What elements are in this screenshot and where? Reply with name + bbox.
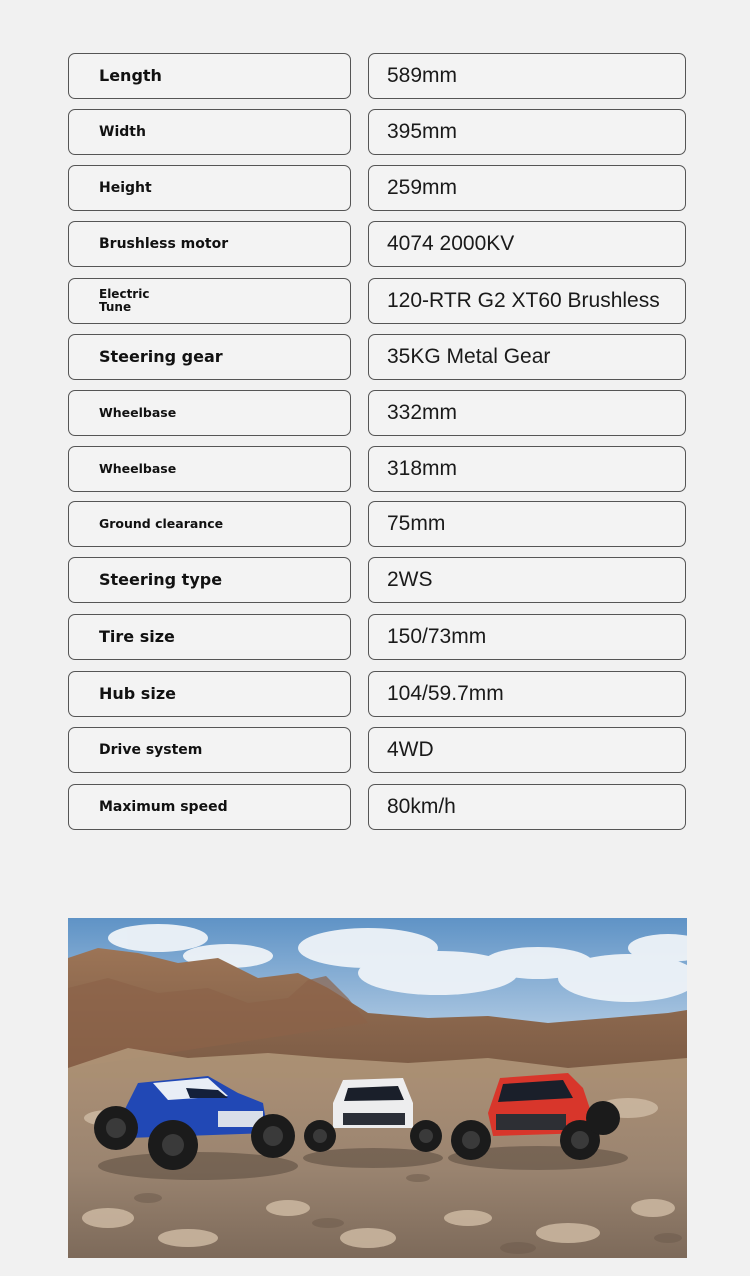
- spec-row-height: [0, 165, 750, 211]
- spec-label: Maximum speed: [68, 784, 351, 830]
- spec-label: Tire size: [68, 614, 351, 660]
- spec-value: 259mm: [368, 165, 686, 211]
- spec-value: 120-RTR G2 XT60 Brushless: [368, 278, 686, 324]
- product-photo: [68, 918, 687, 1258]
- spec-label: Height: [68, 165, 351, 211]
- spec-value: 75mm: [368, 501, 686, 547]
- spec-value: 589mm: [368, 53, 686, 99]
- spec-label: Length: [68, 53, 351, 99]
- spec-row-electric-tune: [0, 278, 750, 324]
- spec-row-drive-system: [0, 727, 750, 773]
- spec-value: 80km/h: [368, 784, 686, 830]
- spec-label: Width: [68, 109, 351, 155]
- spec-label: Wheelbase: [68, 446, 351, 492]
- spec-row-ground-clearance: [0, 501, 750, 547]
- rc-trucks-scene-image: [68, 918, 687, 1258]
- spec-label: Drive system: [68, 727, 351, 773]
- spec-row-tire-size: [0, 614, 750, 660]
- spec-row-width: [0, 109, 750, 155]
- spec-value: 4074 2000KV: [368, 221, 686, 267]
- spec-label: Steering type: [68, 557, 351, 603]
- spec-label: Brushless motor: [68, 221, 351, 267]
- spec-row-steering-type: [0, 557, 750, 603]
- spec-label: Steering gear: [68, 334, 351, 380]
- spec-value: 2WS: [368, 557, 686, 603]
- spec-label: Hub size: [68, 671, 351, 717]
- spec-row-wheelbase-2: [0, 446, 750, 492]
- spec-row-wheelbase-1: [0, 390, 750, 436]
- spec-label: Electric Tune: [68, 278, 351, 324]
- spec-value: 150/73mm: [368, 614, 686, 660]
- spec-label: Ground clearance: [68, 501, 351, 547]
- spec-row-steering-gear: [0, 334, 750, 380]
- spec-value: 395mm: [368, 109, 686, 155]
- spec-row-maximum-speed: [0, 784, 750, 830]
- spec-row-brushless-motor: [0, 221, 750, 267]
- spec-value: 318mm: [368, 446, 686, 492]
- spec-row-length: [0, 53, 750, 99]
- spec-value: 104/59.7mm: [368, 671, 686, 717]
- spec-row-hub-size: [0, 671, 750, 717]
- spec-value: 35KG Metal Gear: [368, 334, 686, 380]
- spec-value: 332mm: [368, 390, 686, 436]
- spec-label: Wheelbase: [68, 390, 351, 436]
- spec-value: 4WD: [368, 727, 686, 773]
